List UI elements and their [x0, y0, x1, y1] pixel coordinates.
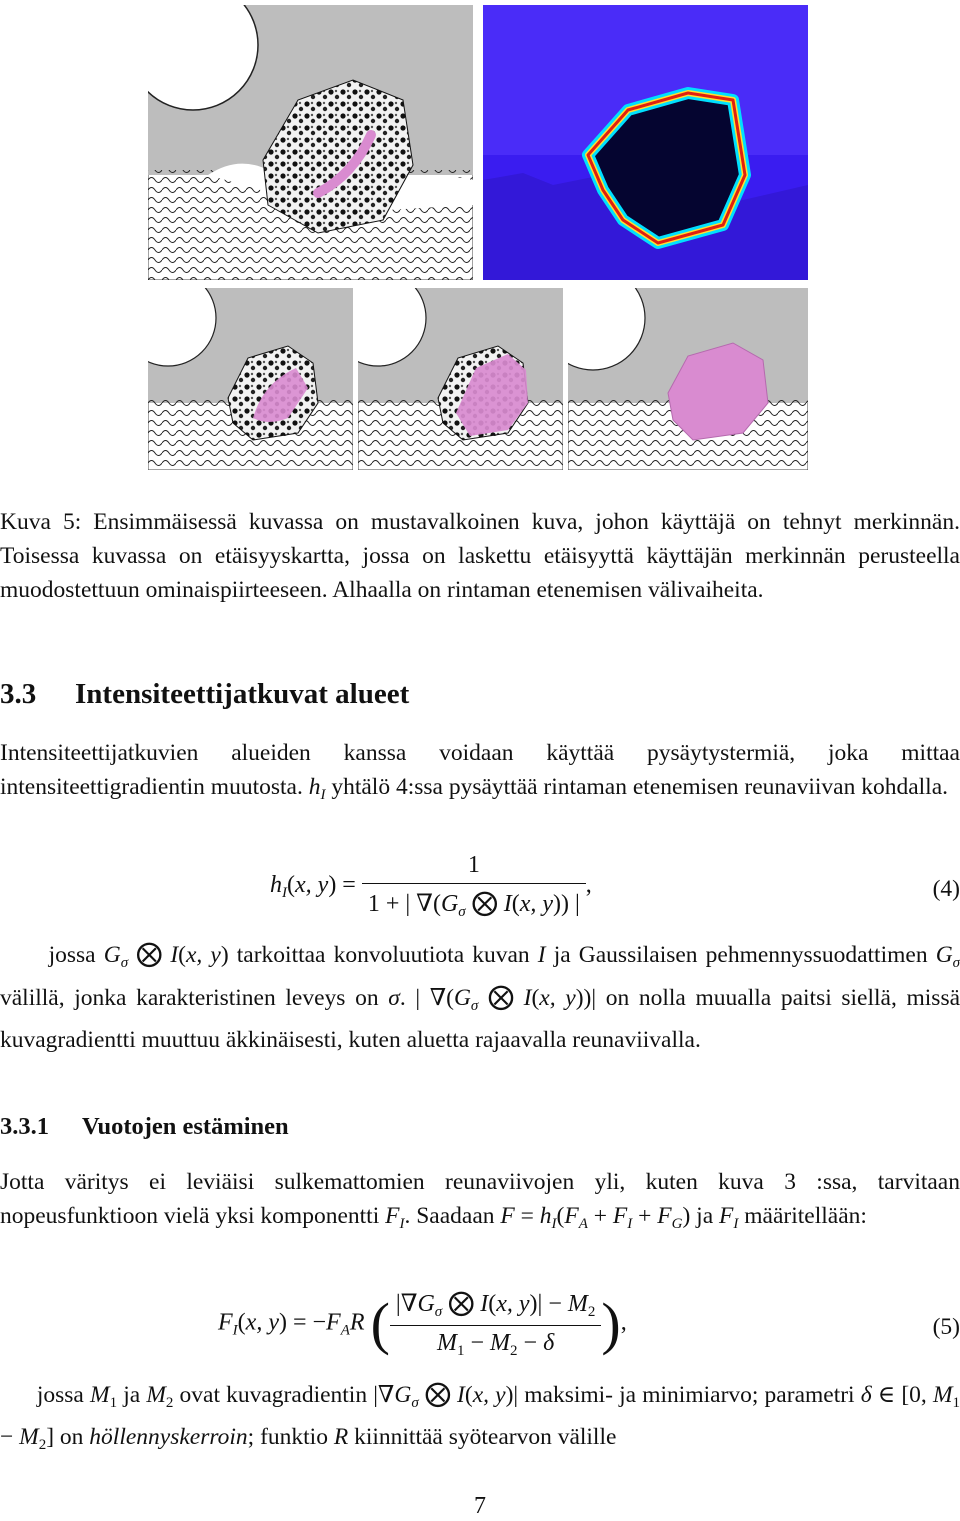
equation-4: $h_I(x$, y) = $\frac{1}{1 + | \nabla(G_\sigma ⨂ I(x, y)) |}$ ,	[270, 852, 592, 920]
paragraph-4: jossa $M_1$ ja $M_2$ ovat kuvagradientin $|\nabla G_\sigma$ ⨂ I(x, y)| maksimi- ja minimiarvo; parametri δ ∈ [0, $M_1 - M_2$] on höllennyskerroin; funktio R kiinnittää syötearvon välille	[0, 1379, 960, 1453]
subsection-heading	[0, 1113, 289, 1141]
paragraph-3: Jotta väritys ei leviäisi sulkemattomien reunaviivojen yli, kuten kuva 3 :ssa, tarvitaan nopeusfunktioon vielä yksi komponentti $F_I$. Saadaan $F = h_I(F_A + F_I + F_G)$ ja $F_I$ määritellään:	[0, 1169, 960, 1232]
section-heading	[0, 678, 409, 711]
paragraph-2: jossa $G_\sigma$ ⨂ I(x, y) tarkoittaa konvoluutiota kuvan I ja Gaussilaisen pehmennyssuodattimen $G_\sigma$ välillä, jonka karakteristinen leveys on σ. | $\nabla(G_\sigma$ ⨂ I(x, y))| on nolla muualla paitsi siellä, missä kuvagradientti muuttuu äkkinäisesti, kuten aluetta rajaavalla reunaviivalla.	[0, 939, 960, 1053]
figure-image-original-with-stroke	[148, 5, 473, 280]
equation-5: $F_I(x$, $y) = -F_AR$ ( $\frac{|\nabla G_\sigma ⨂ I(x, y)| - M_2}{M_1 - M_2 - \delta}$ ),	[218, 1288, 627, 1359]
subsection-title: Vuotojen estäminen	[82, 1113, 289, 1140]
section-number: 3.3	[0, 678, 37, 710]
equation-5-number: (5)	[932, 1314, 960, 1340]
figure-caption: Kuva 5: Ensimmäisessä kuvassa on mustavalkoinen kuva, johon käyttäjä on tehnyt merkinnän. Toisessa kuvassa on etäisyyskartta, jossa on laskettu etäisyyttä käyttäjän merkinnän perusteella muodostettuun ominaispiirteeseen. Alhaalla on rintaman etenemisen välivaiheita.	[0, 509, 960, 603]
figure-front-stage-2	[358, 288, 563, 470]
equation-4-number: (4)	[932, 876, 960, 902]
figure-distance-map	[483, 5, 808, 280]
figure-front-stage-1	[148, 288, 353, 470]
subsection-number: 3.3.1	[0, 1113, 49, 1140]
figure-front-stage-3	[568, 288, 808, 470]
paragraph-1: Intensiteettijatkuvien alueiden kanssa voidaan käyttää pysäytystermiä, joka mittaa intensiteettigradientin muutosta. $h_I$ yhtälö 4:ssa pysäyttää rintaman etenemisen reunaviivan kohdalla.	[0, 740, 960, 803]
page-number: 7	[474, 1493, 486, 1519]
section-title: Intensiteettijatkuvat alueet	[75, 678, 410, 710]
